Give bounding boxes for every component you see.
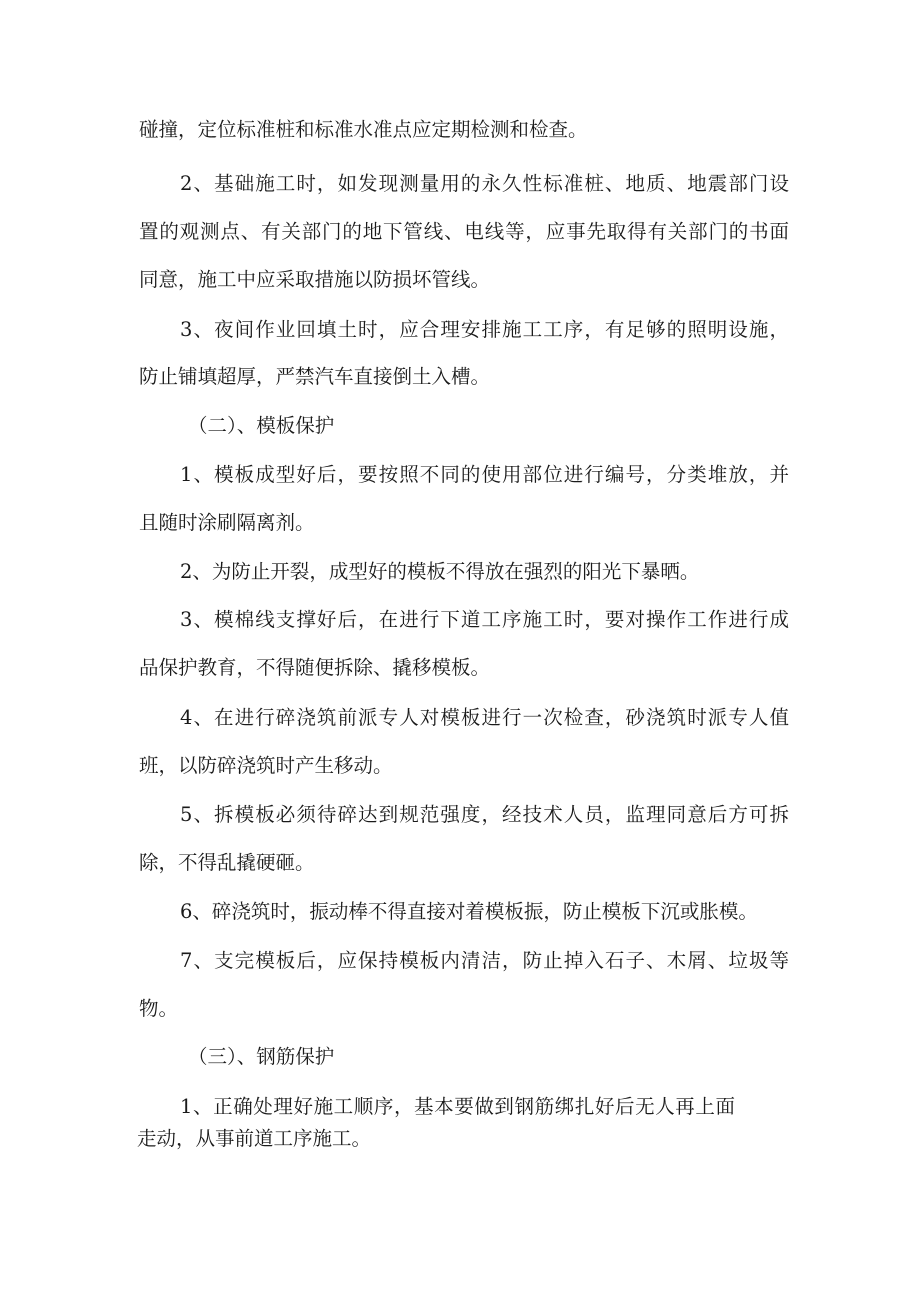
section-heading: （三）、钢筋保护 bbox=[188, 1045, 335, 1068]
paragraph-line: 除，不得乱撬硬砸。 bbox=[139, 851, 315, 874]
paragraph-line: 同意，施工中应采取措施以防损坏管线。 bbox=[139, 268, 491, 291]
paragraph-line: 物。 bbox=[139, 997, 179, 1020]
paragraph-line: 7、支完模板后，应保持模板内清洁，防止掉入石子、木屑、垃圾等 bbox=[180, 949, 789, 972]
paragraph-line: 3、模棉线支撑好后，在进行下道工序施工时，要对操作工作进行成 bbox=[180, 608, 789, 631]
paragraph-line: 走动，从事前道工序施工。 bbox=[137, 1127, 372, 1150]
paragraph-line: 6、碎浇筑时，振动棒不得直接对着模板振，防止模板下沉或胀模。 bbox=[180, 900, 758, 923]
paragraph-line: 班，以防碎浇筑时产生移动。 bbox=[139, 754, 393, 777]
section-heading: （二）、模板保护 bbox=[188, 414, 335, 437]
paragraph-line: 1、正确处理好施工顺序，基本要做到钢筋绑扎好后无人再上面 bbox=[180, 1095, 735, 1118]
paragraph-line: 且随时涂刷隔离剂。 bbox=[139, 511, 315, 534]
paragraph-line: 2、基础施工时，如发现测量用的永久性标准桩、地质、地震部门设 bbox=[180, 172, 789, 195]
paragraph-line: 防止铺填超厚，严禁汽车直接倒土入槽。 bbox=[139, 365, 491, 388]
paragraph-line: 4、在进行碎浇筑前派专人对模板进行一次检查，砂浇筑时派专人值 bbox=[180, 706, 789, 729]
paragraph-line: 3、夜间作业回填土时，应合理安排施工工序，有足够的照明设施， bbox=[180, 318, 789, 341]
paragraph-line: 5、拆模板必须待碎达到规范强度，经技术人员，监理同意后方可拆 bbox=[180, 803, 789, 826]
paragraph-line: 2、为防止开裂，成型好的模板不得放在强烈的阳光下暴晒。 bbox=[180, 560, 700, 583]
paragraph-line: 1、模板成型好后，要按照不同的使用部位进行编号，分类堆放，并 bbox=[180, 463, 789, 486]
paragraph-line: 品保护教育，不得随便拆除、撬移模板。 bbox=[139, 656, 491, 679]
paragraph-line: 置的观测点、有关部门的地下管线、电线等，应事先取得有关部门的书面 bbox=[139, 220, 789, 243]
paragraph-line: 碰撞，定位标准桩和标准水准点应定期检测和检查。 bbox=[139, 118, 588, 141]
